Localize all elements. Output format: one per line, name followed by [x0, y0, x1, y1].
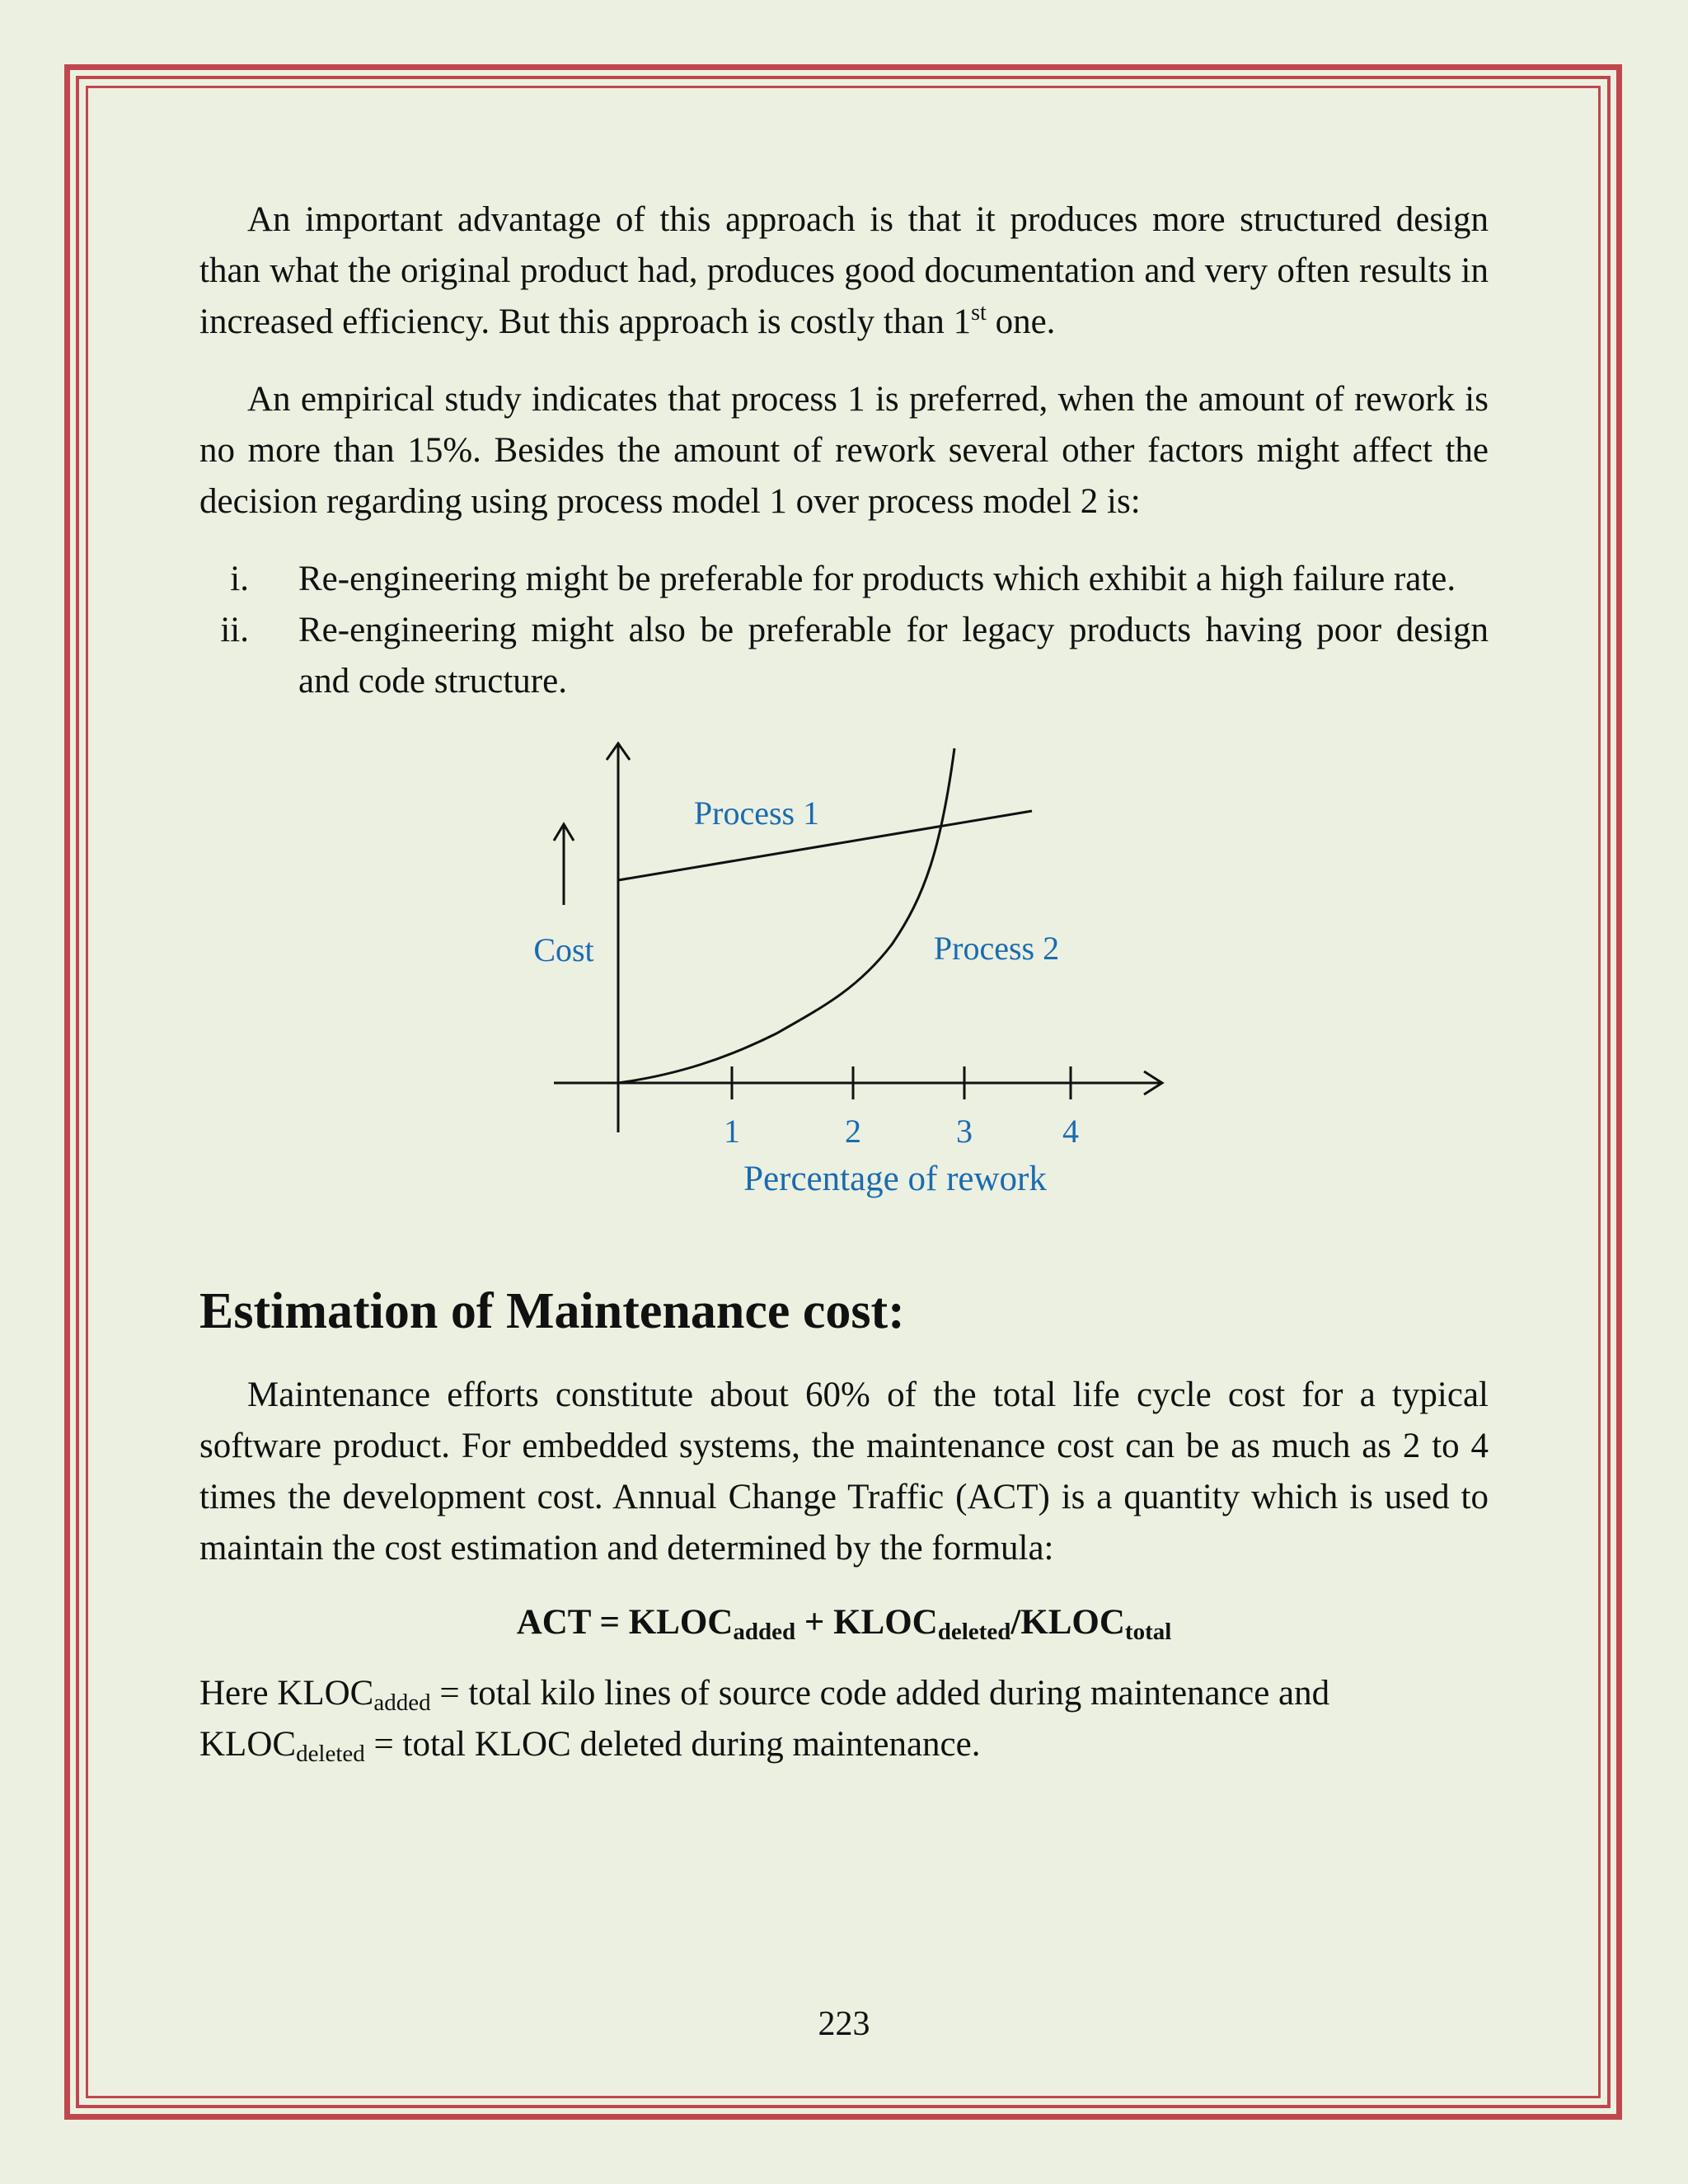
process-1-label: Process 1 — [693, 794, 820, 832]
list-item — [199, 605, 1489, 707]
x-tick-label: 1 — [724, 1113, 740, 1150]
page-content — [199, 194, 1489, 1770]
list-item-text: Re-engineering might be preferable for products which exhibit a high failure rate. — [298, 560, 1456, 598]
factor-list — [199, 554, 1489, 707]
x-tick-label: 4 — [1062, 1113, 1079, 1150]
paragraph-advantage: An important advantage of this approach is that it produces more structured design than what the original product had, produces good documentation and very often results in increased efficiency. But this approach is costly than 1st one. — [199, 200, 1489, 341]
cost-vs-rework-figure — [199, 732, 1489, 1276]
list-item-number: ii. — [220, 611, 249, 649]
cost-label: Cost — [533, 931, 594, 968]
paragraph-kloc-definition: Here $KLOC_{added}$ = total kilo lines of source code added during maintenance and $KLOC_{deleted}$ = total KLOC deleted during maintenance. — [199, 1674, 1330, 1767]
process-1-line — [618, 811, 1032, 880]
paragraph-empirical-study: An empirical study indicates that process 1 is preferred, when the amount of rework is no more than 15%. Besides the amount of rework several other factors might affect the decision regarding using process model 1 over process model 2 is: — [199, 380, 1489, 521]
list-item — [199, 554, 1489, 605]
cost-vs-rework-diagram — [199, 732, 1489, 1259]
paragraph-maintenance-effort: Maintenance efforts constitute about 60% of the total life cycle cost for a typical software product. For embedded systems, the maintenance cost can be as much as 2 to 4 times the development cost. Annual Change Traffic (ACT) is a quantity which is used to maintain the cost estimation and determined by the formula: — [199, 1376, 1489, 1568]
list-item-text: Re-engineering might also be preferable for legacy products having poor design and code structure. — [298, 611, 1489, 701]
x-tick-label: 3 — [956, 1113, 973, 1150]
section-heading: Estimation of Maintenance cost: — [199, 1283, 905, 1339]
x-tick-label: 2 — [845, 1113, 861, 1150]
list-item-number: i. — [230, 560, 249, 598]
act-formula: ACT = $KLOC_{added}$ + $KLOC_{deleted}/KLOC_{total}$ — [516, 1603, 1172, 1645]
page-number: 223 — [818, 2005, 870, 2043]
process-2-label: Process 2 — [933, 930, 1060, 967]
x-axis-label: Percentage of rework — [743, 1160, 1047, 1198]
